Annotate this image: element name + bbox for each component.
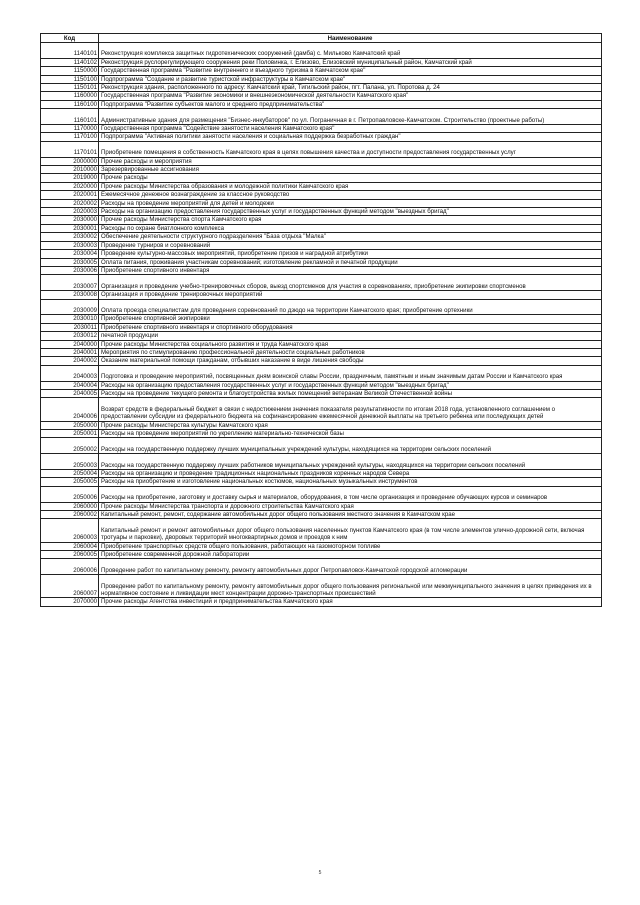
row-code-cell: 1170100	[41, 133, 99, 141]
row-code-cell: 1160101	[41, 109, 99, 125]
table-row	[41, 157, 602, 165]
row-code-cell: 2020001	[41, 191, 99, 199]
table-row	[41, 75, 602, 83]
row-code-cell: 2030009	[41, 299, 99, 315]
row-name-cell: Приобретение спортивной экипировки	[99, 315, 602, 323]
row-name-cell: Расходы на организацию и проведение традиционных национальных праздников коренных народов Севера	[99, 469, 602, 477]
row-code-cell: 1150100	[41, 75, 99, 83]
row-code-cell: 2030005	[41, 258, 99, 266]
row-name-cell: Прочие расходы Агентства инвестиций и предпринимательства Камчатского края	[99, 598, 602, 606]
row-code-cell: 2040005	[41, 389, 99, 397]
table-row	[41, 275, 602, 291]
row-code-cell: 1140102	[41, 58, 99, 66]
row-code-cell: 2050005	[41, 478, 99, 486]
row-name-cell: Приобретение транспортных средств общего пользования, работающих на газомоторном топливе	[99, 542, 602, 550]
row-code-cell: 2030006	[41, 266, 99, 274]
row-code-cell: 2030008	[41, 291, 99, 299]
row-code-cell: 2050003	[41, 454, 99, 470]
row-name-cell: Расходы на государственную поддержку лучших муниципальных учреждений культуры, находящихся на территории сельских поселений	[99, 438, 602, 454]
row-code-cell: 2030000	[41, 216, 99, 224]
table-row	[41, 389, 602, 397]
table-row	[41, 438, 602, 454]
row-name-cell: Прочие расходы Министерства социального развития и труда Камчатского края	[99, 340, 602, 348]
table-row	[41, 233, 602, 241]
row-code-cell: 1160000	[41, 92, 99, 100]
row-name-cell: Ежемесячное денежное вознаграждение за классное руководство	[99, 191, 602, 199]
row-name-cell: Прочие расходы Министерства культуры Камчатского края	[99, 421, 602, 429]
row-name-cell: Административные здания для размещения "Бизнес-инкубаторов" по ул. Пограничная в г. Петропавловске-Камчатском. Строительство (проектные работы)	[99, 109, 602, 125]
table-row	[41, 454, 602, 470]
table-row	[41, 216, 602, 224]
page-number: 5	[318, 870, 322, 876]
row-name-cell: Расходы на проведение мероприятий для детей и молодежи	[99, 199, 602, 207]
row-name-cell: Государственная программа "Развитие экономики и внешнеэкономической деятельности Камчатского края"	[99, 92, 602, 100]
row-name-cell: Прочие расходы Министерства транспорта и дорожного строительства Камчатского края	[99, 502, 602, 510]
row-name-cell: Подпрограмма "Активная политики занятости населения и социальная поддержка безработных граждан"	[99, 133, 602, 141]
row-code-cell: 2050002	[41, 438, 99, 454]
table-row	[41, 299, 602, 315]
row-name-cell: печатной продукции	[99, 332, 602, 340]
table-row	[41, 58, 602, 66]
row-name-cell: Проведение работ по капитальному ремонту, ремонту автомобильных дорог Петропавловск-Камчатской городской агломерации	[99, 559, 602, 575]
table-row	[41, 199, 602, 207]
table-row	[41, 266, 602, 274]
table-row	[41, 224, 602, 232]
row-name-cell: Государственная программа "Развитие внутреннего и въездного туризма в Камчатском крае"	[99, 67, 602, 75]
row-code-cell: 2030001	[41, 224, 99, 232]
table-row	[41, 486, 602, 502]
row-name-cell: Расходы на проведение мероприятий по укреплению материально-технической базы	[99, 429, 602, 437]
row-code-cell: 1140101	[41, 43, 99, 59]
table-row	[41, 429, 602, 437]
row-code-cell: 2010000	[41, 166, 99, 174]
row-name-cell: Организация и проведение учебно-тренировочных сборов, выезд спортсменов для участия в соревнованиях, приобретение экипировки спортсменов	[99, 275, 602, 291]
row-code-cell: 2030011	[41, 323, 99, 331]
row-name-cell: Приобретение спортивного инвентаря	[99, 266, 602, 274]
table-row	[41, 559, 602, 575]
row-code-cell: 2060007	[41, 575, 99, 598]
row-code-cell: 2040004	[41, 381, 99, 389]
row-name-cell: Приобретение помещения в собственность Камчатского края в целях повышения качества и доступности предоставления государственных услуг	[99, 141, 602, 157]
row-code-cell: 2050004	[41, 469, 99, 477]
row-name-cell: Организация и проведение тренировочных мероприятий	[99, 291, 602, 299]
table-row	[41, 166, 602, 174]
row-code-cell: 2020003	[41, 208, 99, 216]
row-code-cell: 1170101	[41, 141, 99, 157]
row-name-cell: Подпрограмма "Создание и развитие туристской инфраструктуры в Камчатском крае"	[99, 75, 602, 83]
table-row	[41, 133, 602, 141]
row-code-cell: 2040000	[41, 340, 99, 348]
row-name-cell: Расходы на организацию предоставления государственных услуг и государственных функций методом "выездных бригад"	[99, 381, 602, 389]
row-code-cell: 2030012	[41, 332, 99, 340]
row-name-cell: Проведение культурно-массовых мероприятий, приобретение призов и наградной атрибутики	[99, 250, 602, 258]
row-code-cell: 2060004	[41, 542, 99, 550]
table-row	[41, 348, 602, 356]
table-row	[41, 381, 602, 389]
table-row	[41, 315, 602, 323]
row-code-cell: 2060005	[41, 550, 99, 558]
row-name-cell: Реконструкция комплекса защитных гидротехнических сооружений (дамба) с. Мильково Камчатский край	[99, 43, 602, 59]
table-row	[41, 575, 602, 598]
table-row	[41, 502, 602, 510]
table-row	[41, 510, 602, 518]
row-name-cell: Приобретение спортивного инвентаря и спортивного оборудования	[99, 323, 602, 331]
row-code-cell: 2070000	[41, 598, 99, 606]
column-header-name: Наименование	[99, 34, 602, 43]
row-name-cell: Прочие расходы Министерства спорта Камчатского края	[99, 216, 602, 224]
table-row	[41, 519, 602, 542]
budget-codes-table	[40, 33, 602, 607]
row-name-cell: Проведение турниров и соревнований	[99, 241, 602, 249]
row-name-cell: Оказание материальной помощи гражданам, отбывших наказание в виде лишения свободы	[99, 357, 602, 365]
table-header-row	[41, 34, 602, 43]
table-row	[41, 469, 602, 477]
table-row	[41, 84, 602, 92]
row-code-cell: 2019000	[41, 174, 99, 182]
table-row	[41, 125, 602, 133]
table-row	[41, 92, 602, 100]
table-row	[41, 291, 602, 299]
table-row	[41, 542, 602, 550]
row-code-cell: 2040006	[41, 398, 99, 421]
table-row	[41, 191, 602, 199]
table-row	[41, 109, 602, 125]
row-code-cell: 2040001	[41, 348, 99, 356]
table-row	[41, 67, 602, 75]
table-row	[41, 398, 602, 421]
row-code-cell: 2020000	[41, 182, 99, 190]
row-name-cell: Мероприятия по стимулированию профессиональной деятельности социальных работников	[99, 348, 602, 356]
row-code-cell: 2030004	[41, 250, 99, 258]
table-row	[41, 332, 602, 340]
row-code-cell: 2030002	[41, 233, 99, 241]
row-code-cell: 2050001	[41, 429, 99, 437]
row-name-cell: Оплата питания, проживания участникам соревнований; изготовление рекламной и печатной продукции	[99, 258, 602, 266]
table-row	[41, 250, 602, 258]
row-name-cell: Капитальный ремонт, ремонт, содержание автомобильных дорог общего пользования местного значения в Камчатском крае	[99, 510, 602, 518]
row-code-cell: 2050006	[41, 486, 99, 502]
table-row	[41, 258, 602, 266]
row-code-cell: 2030003	[41, 241, 99, 249]
row-code-cell: 2060002	[41, 510, 99, 518]
row-code-cell: 1150000	[41, 67, 99, 75]
table-row	[41, 141, 602, 157]
row-name-cell: Подпрограмма "Развитие субъектов малого и среднего предпринимательства"	[99, 100, 602, 108]
row-name-cell: Приобретение современной дорожной лаборатории	[99, 550, 602, 558]
table-body	[41, 43, 602, 607]
row-code-cell: 2050000	[41, 421, 99, 429]
table-row	[41, 357, 602, 365]
row-name-cell: Государственная программа "Содействие занятости населения Камчатского края"	[99, 125, 602, 133]
row-name-cell: Реконструкция здания, расположенного по адресу: Камчатский край, Тигильский район, пгт. Палана, ул. Поротова д. 24	[99, 84, 602, 92]
row-name-cell: Возврат средств в федеральный бюджет в связи с недостижением значения показателя результативности по итогам 2018 года, установленного соглашением о предоставлении субсидии из федерального бюджета на софинансирование ежемесячной денежной выплаты на третьего ребенка или последующих детей	[99, 398, 602, 421]
table-row	[41, 43, 602, 59]
table-row	[41, 365, 602, 381]
row-code-cell: 1150101	[41, 84, 99, 92]
row-name-cell: Прочие расходы	[99, 174, 602, 182]
row-name-cell: Расходы на приобретение и изготовление национальных костюмов, национальных музыкальных инструментов	[99, 478, 602, 486]
row-name-cell: Зарезервированные ассигнования	[99, 166, 602, 174]
row-name-cell: Прочие расходы Министерства образования и молодежной политики Камчатского края	[99, 182, 602, 190]
row-code-cell: 2060003	[41, 519, 99, 542]
table-row	[41, 478, 602, 486]
row-code-cell: 2020002	[41, 199, 99, 207]
row-name-cell: Обеспечение деятельности структурного подразделения "База отдыха "Малка"	[99, 233, 602, 241]
table-row	[41, 550, 602, 558]
table-row	[41, 598, 602, 606]
row-name-cell: Расходы на приобретение, заготовку и доставку сырья и материалов, оборудования, в том числе организация и проведение обучающих курсов и семинаров	[99, 486, 602, 502]
table-row	[41, 241, 602, 249]
budget-codes-table-page	[40, 33, 601, 607]
row-name-cell: Оплата проезда специалистам для проведения соревнований по дзюдо на территории Камчатского края; приобретение ортехники	[99, 299, 602, 315]
row-code-cell: 2040003	[41, 365, 99, 381]
row-code-cell: 2060006	[41, 559, 99, 575]
row-code-cell: 2040002	[41, 357, 99, 365]
row-name-cell: Проведение работ по капитальному ремонту, ремонту автомобильных дорог общего пользования региональной или межмуниципального значения в целях приведения их в нормативное состояние и ликвидации мест концентрации дорожно-транспортных происшествий	[99, 575, 602, 598]
row-name-cell: Расходы по охране биатлонного комплекса	[99, 224, 602, 232]
table-row	[41, 174, 602, 182]
table-row	[41, 182, 602, 190]
row-name-cell: Прочие расходы и мероприятия	[99, 157, 602, 165]
row-code-cell: 2000000	[41, 157, 99, 165]
row-name-cell: Подготовка и проведение мероприятий, посвященных дням воинской славы России, праздничным, памятным и иным значимым датам России и Камчатского края	[99, 365, 602, 381]
table-row	[41, 208, 602, 216]
column-header-code: Код	[41, 34, 99, 43]
row-code-cell: 2060000	[41, 502, 99, 510]
table-row	[41, 421, 602, 429]
table-row	[41, 100, 602, 108]
row-code-cell: 2030010	[41, 315, 99, 323]
row-name-cell: Реконструкция руслорегулирующего сооружения реки Половинка, г. Елизово, Елизовский муниципальный район, Камчатский край	[99, 58, 602, 66]
table-row	[41, 340, 602, 348]
row-code-cell: 2030007	[41, 275, 99, 291]
row-name-cell: Капитальный ремонт и ремонт автомобильных дорог общего пользования населенных пунктов Камчатского края (в том числе элементов улично-дорожной сети, включая тротуары и парковки), дворовых территорий многоквартирных домов и проездов к ним	[99, 519, 602, 542]
row-code-cell: 1170000	[41, 125, 99, 133]
row-code-cell: 1160100	[41, 100, 99, 108]
table-row	[41, 323, 602, 331]
row-name-cell: Расходы на проведение текущего ремонта и благоустройства жилых помещений ветеранам Великой Отечественной войны	[99, 389, 602, 397]
row-name-cell: Расходы на государственную поддержку лучших работников муниципальных учреждений культуры, находящихся на территории сельских поселений	[99, 454, 602, 470]
row-name-cell: Расходы на организацию предоставления государственных услуг и государственных функций методом "выездных бригад"	[99, 208, 602, 216]
